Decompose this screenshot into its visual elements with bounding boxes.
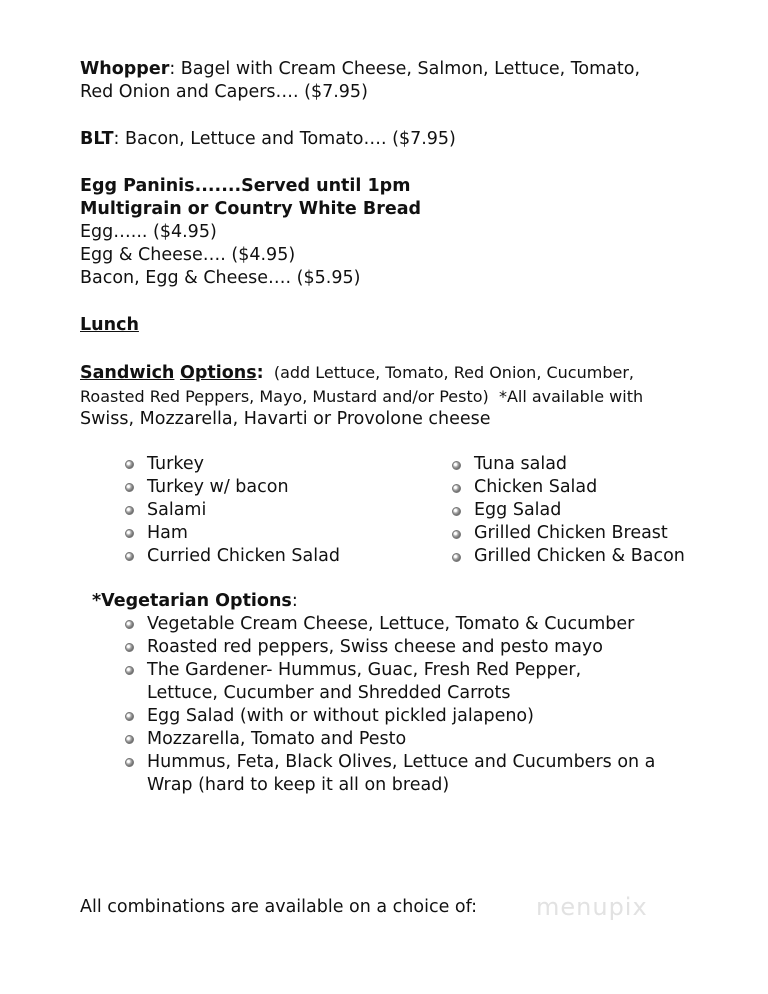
watermark-logo: menupix [536,893,648,921]
bullet-icon [452,553,461,562]
list-item [80,636,740,659]
list-item-label: Ham [147,523,188,543]
bullet-icon [452,461,461,470]
bullet-icon [125,460,134,469]
whopper-line-1 [80,58,740,81]
blt-line [80,128,740,151]
list-item [408,522,740,545]
list-item-label: The Gardener- Hummus, Guac, Fresh Red Pepper, Lettuce, Cucumber and Shredded Carrots [147,660,582,703]
list-item [80,613,740,636]
sandwich-list [80,453,740,568]
list-item [80,545,408,568]
options-colon: : [256,363,264,383]
whopper-name: Whopper [80,59,170,79]
vegetarian-list [80,613,740,797]
bullet-icon [452,530,461,539]
list-item-label: Egg Salad (with or without pickled jalapeno) [147,706,534,726]
bullet-icon [125,712,134,721]
bullet-icon [125,666,134,675]
vegetarian-title: *Vegetarian Options [92,591,292,611]
list-item [80,522,408,545]
list-item-label: Roasted red peppers, Swiss cheese and pesto mayo [147,637,603,657]
list-item [408,545,740,568]
bullet-icon [125,643,134,652]
egg-item: Egg…... ($4.95) [80,222,217,242]
bullet-icon [125,552,134,561]
options-word: Options [179,363,257,383]
bullet-icon [125,735,134,744]
egg-cheese-item: Egg & Cheese…. ($4.95) [80,245,296,265]
menu-page [80,58,740,797]
blt-desc: : Bacon, Lettuce and Tomato…. ($7.95) [113,129,456,149]
list-item-label: Grilled Chicken & Bacon [474,546,685,566]
list-item [80,499,408,522]
list-item [80,476,408,499]
list-item-label: Turkey w/ bacon [147,477,289,497]
vegetarian-section [80,590,740,797]
bullet-icon [125,483,134,492]
list-item [80,705,740,728]
list-item-label: Mozzarella, Tomato and Pesto [147,729,407,749]
bullet-icon [125,758,134,767]
vegetarian-colon: : [291,591,298,611]
list-item [80,659,647,705]
list-item [408,453,740,476]
list-item-label: Vegetable Cream Cheese, Lettuce, Tomato & Cucumber [147,614,635,634]
list-item [80,751,692,797]
list-item [80,728,740,751]
options-text-1: (add Lettuce, Tomato, Red Onion, Cucumber, [263,363,634,382]
bullet-icon [452,484,461,493]
list-item-label: Chicken Salad [474,477,598,497]
list-item-label: Hummus, Feta, Black Olives, Lettuce and Cucumbers on a Wrap (hard to keep it all on bread) [147,752,656,795]
list-item-label: Grilled Chicken Breast [474,523,668,543]
bread-choice-heading: Multigrain or Country White Bread [80,199,422,219]
options-text-3: Swiss, Mozzarella, Havarti or Provolone cheese [80,409,491,429]
vegetarian-heading [80,590,740,613]
lunch-heading: Lunch [80,315,139,335]
list-item-label: Egg Salad [474,500,562,520]
footer-text: All combinations are available on a choice of: [80,897,478,917]
list-item-label: Curried Chicken Salad [147,546,340,566]
whopper-desc-1: : Bagel with Cream Cheese, Salmon, Lettuce, Tomato, [169,59,641,79]
bullet-icon [125,506,134,515]
bullet-icon [125,620,134,629]
list-item [408,476,740,499]
list-item [408,499,740,522]
bacon-egg-cheese-item: Bacon, Egg & Cheese…. ($5.95) [80,268,361,288]
list-item [80,453,408,476]
sandwich-column-2 [408,453,740,568]
egg-paninis-heading: Egg Paninis.......Served until 1pm [80,176,411,196]
bullet-icon [125,529,134,538]
bullet-icon [452,507,461,516]
options-text-2: Roasted Red Peppers, Mayo, Mustard and/or Pesto) *All available with [80,387,644,406]
list-item-label: Tuna salad [474,454,568,474]
sandwich-word: Sandwich [80,363,175,383]
list-item-label: Salami [147,500,207,520]
whopper-desc-2: Red Onion and Capers…. ($7.95) [80,82,368,102]
blt-name: BLT [80,129,114,149]
list-item-label: Turkey [147,454,204,474]
sandwich-options-line-1 [80,361,740,385]
sandwich-column-1 [80,453,408,568]
